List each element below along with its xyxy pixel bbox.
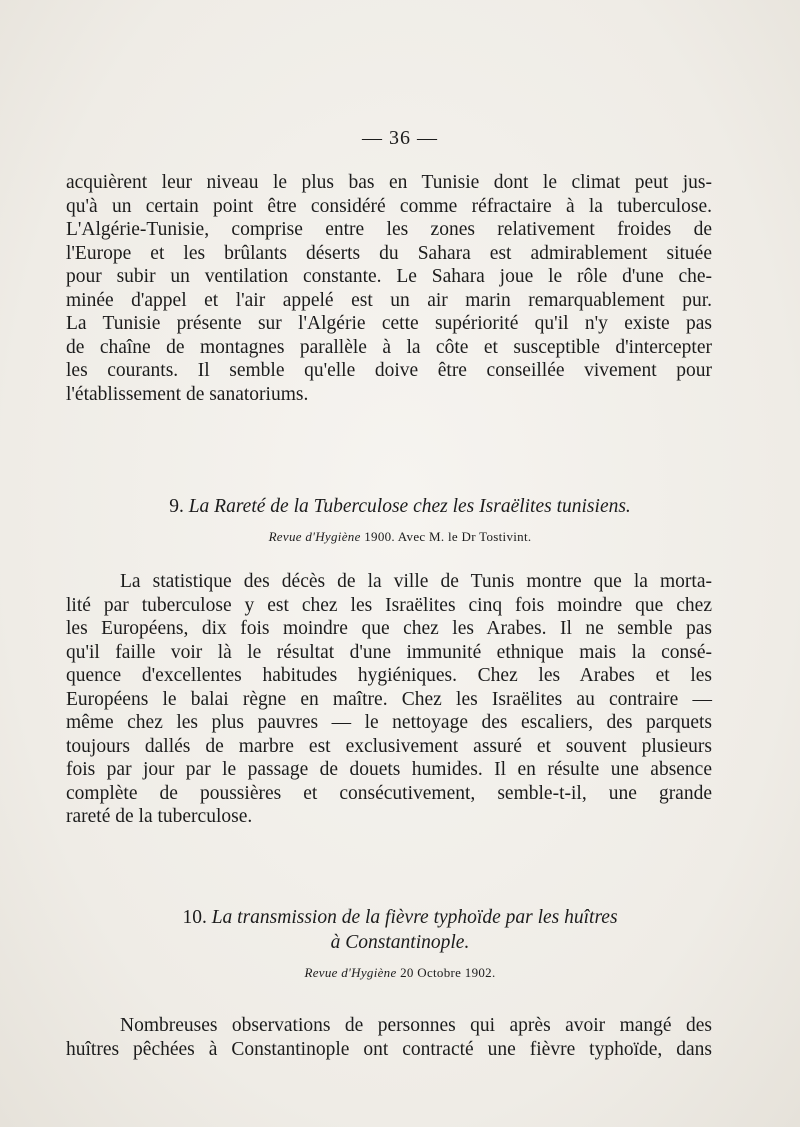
text-line: l'Europe et les brûlants déserts du Sahara est admirablement située: [66, 242, 712, 264]
section-title: La transmission de la fièvre typhoïde par les huîtres: [211, 907, 618, 928]
section-9-source: [0, 529, 800, 545]
text-line: huîtres pêchées à Constantinople ont contracté une fièvre typhoïde, dans: [66, 1038, 712, 1060]
text-line: qu'à un certain point être considéré comme réfractaire à la tuberculose.: [66, 195, 712, 217]
text-line: même chez les plus pauvres — le nettoyage des escaliers, des parquets: [66, 712, 712, 733]
section-number: 10.: [182, 907, 207, 928]
text-line: fois par jour par le passage de douets humides. Il en résulte une absence: [66, 759, 712, 780]
paragraph-text: [66, 1014, 712, 1061]
text-line: quence d'excellentes habitudes hygiéniques. Chez les Arabes et les: [66, 665, 712, 686]
paragraph-text: [66, 570, 712, 829]
paragraph-tuberculosis: [66, 570, 712, 829]
text-line: toujours dallés de marbre est exclusivement assuré et souvent plusieurs: [66, 735, 712, 757]
text-line: La Tunisie présente sur l'Algérie cette supériorité qu'il n'y existe pas: [66, 313, 712, 334]
text-line: les Européens, dix fois moindre que chez les Arabes. Il ne semble pas: [66, 618, 712, 639]
text-line: acquièrent leur niveau le plus bas en Tunisie dont le climat peut jus-: [66, 172, 712, 193]
section-9-heading: [0, 494, 800, 519]
text-line: pour subir un ventilation constante. Le Sahara joue le rôle d'une che-: [66, 266, 712, 287]
paragraph-oysters: [66, 1014, 712, 1061]
text-line: minée d'appel et l'air appelé est un air marin remarquablement pur.: [66, 289, 712, 311]
paragraph-climate: [66, 171, 712, 406]
page-number: — 36 —: [362, 127, 438, 149]
text-line: les courants. Il semble qu'elle doive être conseillée vivement pour: [66, 360, 712, 381]
source-journal: Revue d'Hygiène: [268, 529, 361, 544]
section-title: La Rareté de la Tuberculose chez les Israëlites tunisiens.: [188, 496, 631, 517]
paragraph-text: [66, 171, 712, 406]
text-line: complète de poussières et consécutivement, semble-t-il, une grande: [66, 782, 712, 804]
section-10-heading: [0, 905, 800, 955]
section-number: 9.: [169, 496, 184, 517]
source-details: 20 Octobre 1902.: [400, 965, 496, 980]
text-line: rareté de la tuberculose.: [66, 806, 253, 827]
source-details: 1900. Avec M. le Dr Tostivint.: [364, 529, 532, 544]
text-line: L'Algérie-Tunisie, comprise entre les zones relativement froides de: [66, 219, 712, 240]
text-line: qu'il faille voir là le résultat d'une immunité ethnique mais la consé-: [66, 641, 712, 663]
section-title-continued: à Constantinople.: [330, 932, 470, 953]
text-line: l'établissement de sanatoriums.: [66, 383, 309, 405]
section-10-source: [0, 965, 800, 981]
text-line: de chaîne de montagnes parallèle à la côte et susceptible d'intercepter: [66, 336, 712, 358]
text-line: La statistique des décès de la ville de Tunis montre que la morta-: [120, 571, 712, 592]
text-line: Européens le balai règne en maître. Chez les Israëlites au contraire —: [66, 688, 712, 710]
text-line: Nombreuses observations de personnes qui après avoir mangé des: [120, 1015, 712, 1036]
source-journal: Revue d'Hygiène: [304, 965, 397, 980]
text-line: lité par tuberculose y est chez les Israëlites cinq fois moindre que chez: [66, 594, 712, 616]
